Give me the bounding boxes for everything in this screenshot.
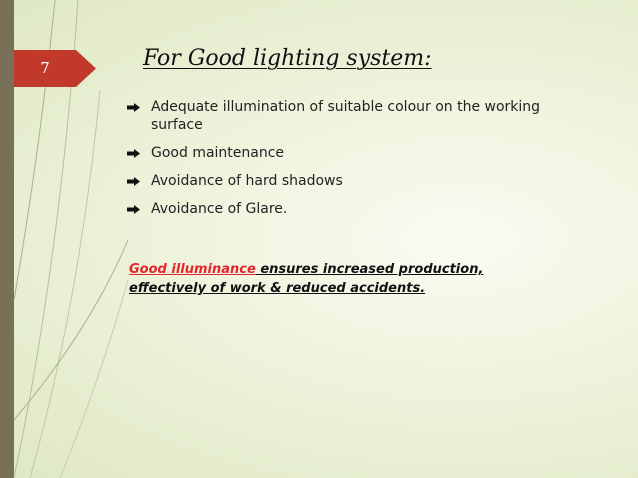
- slide-number: 7: [40, 59, 50, 77]
- summary-note: [129, 260, 529, 298]
- bullet-list: [127, 98, 547, 228]
- note-text: ensures increased production, effectively of work & reduced accidents.: [129, 262, 484, 296]
- arrow-right-icon: [127, 177, 140, 186]
- slide-title: For Good lighting system:: [143, 46, 432, 71]
- bullet-text: Avoidance of Glare.: [151, 201, 288, 217]
- arrow-right-icon: [127, 103, 140, 112]
- bullet-item: [127, 144, 547, 162]
- bullet-text: Good maintenance: [151, 145, 285, 161]
- bullet-item: [127, 200, 547, 218]
- bullet-text: Avoidance of hard shadows: [151, 173, 343, 189]
- bullet-item: [127, 172, 547, 190]
- slide-number-tab: [14, 50, 96, 87]
- arrow-right-icon: [127, 205, 140, 214]
- arrow-right-icon: [127, 149, 140, 158]
- bullet-item: [127, 98, 547, 134]
- note-highlight: Good illuminance: [129, 262, 256, 277]
- bullet-text: Adequate illumination of suitable colour on the working surface: [151, 99, 541, 133]
